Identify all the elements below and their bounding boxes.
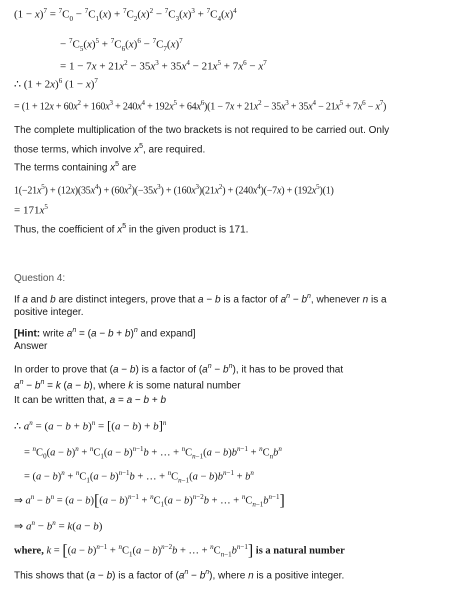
conclusion-line: This shows that (a − b) is a factor of $(a^n - b^n)$, where n is a positive integer. [14, 569, 345, 582]
math-line-6: where, $k = [(a - b)^{n-1} + ^nC_1(a - b)^{n-2}b$ + … + $^nC_{n-1}b^{n-1}$] is a natural number [14, 542, 345, 560]
answer-line-2: $a^n - b^n = k$ (a − b), where k is some natural number [14, 379, 241, 392]
math-line-4: ⇒ $a^n - b^n = (a - b)[(a - b)^{n-1} + ^nC_1(a - b)^{n-2}b$ + … + $^nC_{n-1}b^{n-1}$] [14, 492, 285, 510]
answer-line-1: In order to prove that (a − b) is a factor of $(a^n - b^n)$, it has to be proved that [14, 363, 344, 376]
math-line-2: = $^nC_0(a - b)^n + ^nC_1(a - b)^{n-1}b$ + … + $^nC_{n-1}(a - b)b^{n-1} + ^nC_nb^n$ [24, 445, 282, 461]
answer-line-3: It can be written that, a = a − b + b [14, 395, 167, 406]
expansion-line-1: $(1 - x)^7 = ^7C_0 - ^7C_1(x) + ^7C_2(x)^2 - ^7C_3(x)^3 + ^7C_4(x)^4$ [14, 7, 237, 23]
math-line-1: ∴ $a^n = (a - b + b)^n = [(a - b) + b]^n$ [14, 417, 167, 433]
question-title: Question 4: [14, 273, 66, 284]
para-line-1: The complete multiplication of the two brackets is not required to be carried out. Only [14, 125, 390, 136]
expansion-line-5: = $(1 + 12x + 60x^2 + 160x^3 + 240x^4 + 192x^5 + 64x^6)(1 - 7x + 21x^2 - 35x^3 + 35x^4 - 21x^5 + 7x^6 - x^7)$ [14, 99, 387, 113]
question-line-1: If a and b are distinct integers, prove that a − b is a factor of $a^n - b^n$, whenever n is a [14, 293, 387, 306]
sum-line: $1(-21x^5) + (12x)(35x^4) + (60x^2)(-35x^3) + (160x^3)(21x^2) + (240x^4)(-7x) + (192x^5)(1)$ [14, 183, 334, 197]
answer-label: Answer [14, 341, 48, 352]
math-line-3: = $(a - b)^n + ^nC_1(a - b)^{n-1}b$ + … + $^nC_{n-1}(a - b)b^{n-1} + b^n$ [24, 469, 254, 485]
expansion-line-3: = $1 - 7x + 21x^2 - 35x^3 + 35x^4 - 21x^5 + 7x^6 - x^7$ [60, 59, 267, 73]
para-line-2: those terms, which involve $x^5$, are required. [14, 143, 206, 156]
result-line: = $171x^5$ [14, 203, 48, 217]
hint-label: [Hint: [14, 328, 41, 340]
para-line-4: Thus, the coefficient of $x^5$ in the given product is 171. [14, 223, 249, 236]
para-line-3: The terms containing $x^5$ are [14, 161, 137, 174]
hint-line: [Hint: write $a^n = (a - b + b)^n$ and expand] [14, 327, 196, 340]
expansion-line-4: ∴ $(1 + 2x)^6$ $(1 - x)^7$ [14, 77, 98, 91]
expansion-line-2: − $^7C_5(x)^5 + ^7C_6(x)^6 - ^7C_7(x)^7$ [60, 37, 183, 53]
math-line-5: ⇒ $a^n - b^n = k(a - b)$ [14, 519, 103, 533]
question-line-2: positive integer. [14, 307, 84, 318]
